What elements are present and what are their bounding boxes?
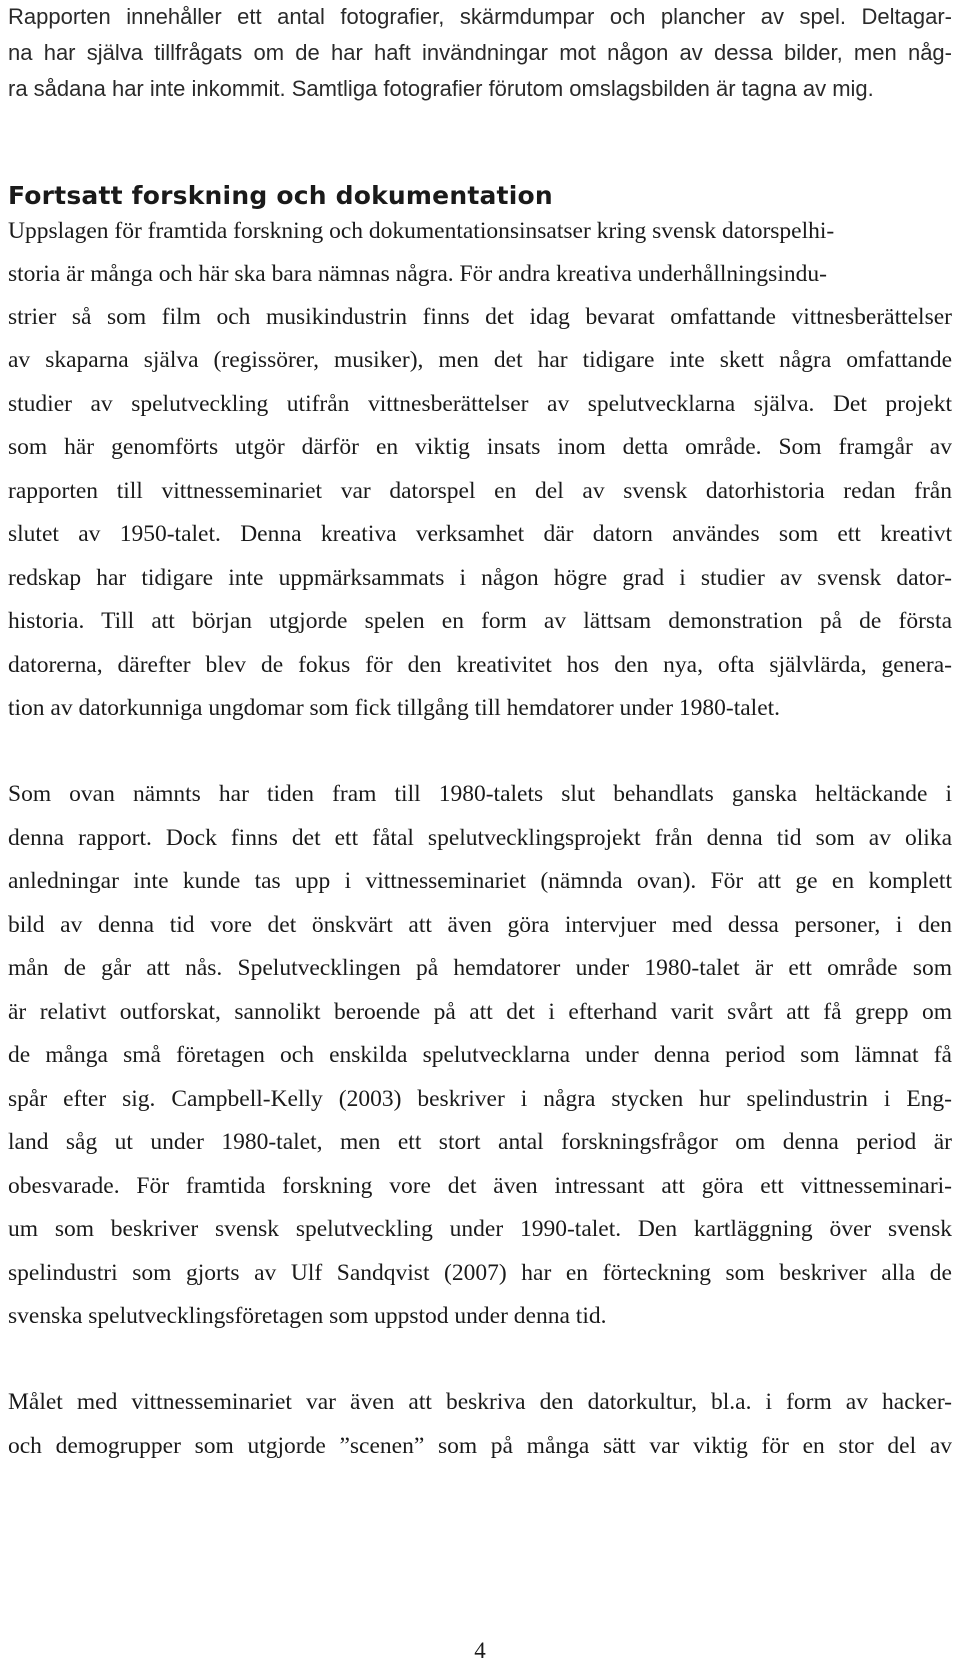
paragraph-line: denna rapport. Dock finns det ett fåtal spelutvecklingsprojekt från denna tid som av olika (8, 825, 952, 851)
paragraph-line: strier så som film och musikindustrin finns det idag bevarat omfattande vittnesberättelser (8, 304, 952, 330)
paragraph-line: rapporten till vittnesseminariet var datorspel en del av svensk datorhistoria redan från (8, 478, 952, 504)
paragraph-line: um som beskriver svensk spelutveckling under 1990-talet. Den kartläggning över svensk (8, 1216, 952, 1242)
intro-line: ra sådana har inte inkommit. Samtliga fotografier förutom omslagsbilden är tagna av mig. (8, 76, 874, 101)
paragraph-line: bild av denna tid vore det önskvärt att även göra intervjuer med dessa personer, i den (8, 912, 952, 938)
paragraph-line: tion av datorkunniga ungdomar som fick tillgång till hemdatorer under 1980-talet. (8, 695, 781, 721)
paragraph-line: obesvarade. För framtida forskning vore det även intressant att göra ett vittnesseminari- (8, 1173, 952, 1199)
intro-line: Rapporten innehåller ett antal fotografier, skärmdumpar och plancher av spel. Deltagar- (8, 4, 952, 29)
paragraph-line: av skaparna själva (regissörer, musiker), men det har tidigare inte skett några omfattande (8, 347, 952, 373)
page-number: 4 (474, 1638, 486, 1663)
paragraph-line: mån de går att nås. Spelutvecklingen på hemdatorer under 1980-talet är ett område som (8, 955, 952, 981)
paragraph-line: spår efter sig. Campbell-Kelly (2003) beskriver i några stycken hur spelindustrin i Eng- (8, 1086, 952, 1112)
paragraph-line: svenska spelutvecklingsföretagen som uppstod under denna tid. (8, 1303, 607, 1329)
paragraph-line: som här genomförts utgör därför en viktig insats inom detta område. Som framgår av (8, 434, 952, 460)
intro-line: na har själva tillfrågats om de har haft invändningar mot någon av dessa bilder, men någ- (8, 40, 952, 65)
section-heading: Fortsatt forskning och dokumentation (8, 181, 553, 210)
paragraph-line: Som ovan nämnts har tiden fram till 1980-talets slut behandlats ganska heltäckande i (8, 781, 952, 807)
paragraph-line: och demogrupper som utgjorde ”scenen” som på många sätt var viktig för en stor del av (8, 1433, 952, 1459)
paragraph-line: land såg ut under 1980-talet, men ett stort antal forskningsfrågor om denna period är (8, 1129, 952, 1155)
paragraph-line: de många små företagen och enskilda spelutvecklarna under denna period som lämnat få (8, 1042, 952, 1068)
paragraph-line: datorerna, därefter blev de fokus för den kreativitet hos den nya, ofta självlärda, genera- (8, 652, 952, 678)
paragraph-line: Uppslagen för framtida forskning och dokumentationsinsatser kring svensk datorspelhi- (8, 218, 835, 244)
paragraph-line: anledningar inte kunde tas upp i vittnesseminariet (nämnda ovan). För att ge en komplett (8, 868, 952, 894)
paragraph-line: storia är många och här ska bara nämnas några. För andra kreativa underhållningsindu- (8, 261, 827, 287)
paragraph-line: Målet med vittnesseminariet var även att beskriva den datorkultur, bl.a. i form av hacker- (8, 1389, 952, 1415)
paragraph-line: studier av spelutveckling utifrån vittnesberättelser av spelutvecklarna själva. Det projekt (8, 391, 952, 417)
paragraph-line: spelindustri som gjorts av Ulf Sandqvist (2007) har en förteckning som beskriver alla de (8, 1260, 952, 1286)
paragraph-line: historia. Till att början utgjorde spelen en form av lättsam demonstration på de första (8, 608, 952, 634)
paragraph-line: slutet av 1950-talet. Denna kreativa verksamhet där datorn användes som ett kreativt (8, 521, 952, 547)
paragraph-line: redskap har tidigare inte uppmärksammats i någon högre grad i studier av svensk dator- (8, 565, 952, 591)
paragraph-line: är relativt outforskat, sannolikt beroende på att det i efterhand varit svårt att få grepp om (8, 999, 952, 1025)
